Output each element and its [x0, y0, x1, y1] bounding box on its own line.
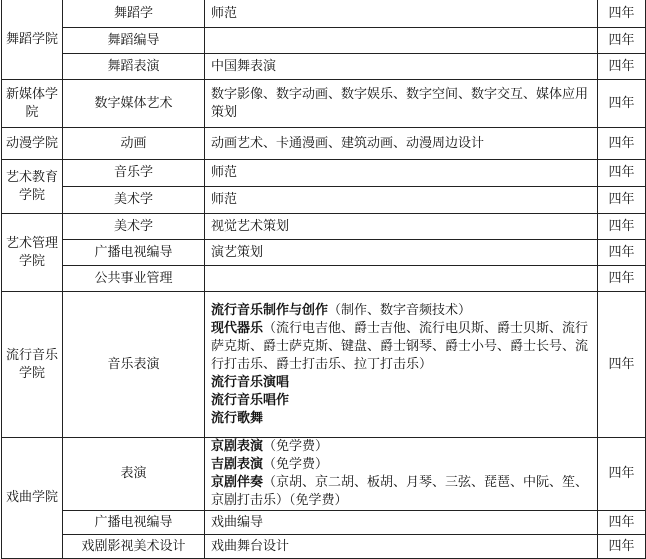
years-cell: 四年 [598, 214, 646, 240]
years-cell: 四年 [598, 128, 646, 160]
direction-bold: 流行音乐制作与创作 [211, 302, 329, 318]
direction-note: （免学费） [263, 439, 329, 454]
major-cell: 表演 [63, 438, 205, 511]
years-cell: 四年 [598, 292, 646, 438]
major-cell: 动画 [63, 128, 205, 160]
major-cell: 戏剧影视美术设计 [63, 535, 205, 559]
direction-line [211, 410, 593, 428]
major-cell: 舞蹈表演 [63, 54, 205, 80]
direction-note: （免学费） [263, 457, 329, 472]
major-cell: 美术学 [63, 214, 205, 240]
direction-bold: 现代器乐 [211, 320, 264, 336]
years-cell: 四年 [598, 240, 646, 266]
direction-note: （流行电吉他、爵士吉他、流行电贝斯、爵士贝斯、流行萨克斯、爵士萨克斯、键盘、爵士钢琴、爵士小号、爵士长号、流行打击乐、爵士打击乐、拉丁打击乐） [211, 320, 589, 372]
major-cell: 广播电视编导 [63, 240, 205, 266]
college-cell: 动漫学院 [2, 128, 63, 160]
table-row [2, 266, 646, 292]
table-row [2, 28, 646, 54]
direction-cell: 动画艺术、卡通漫画、建筑动画、动漫周边设计 [205, 128, 598, 160]
direction-cell: 中国舞表演 [205, 54, 598, 80]
direction-line [211, 456, 593, 474]
years-cell: 四年 [598, 54, 646, 80]
direction-bold: 流行音乐唱作 [211, 392, 290, 408]
direction-cell [205, 438, 598, 511]
years-cell: 四年 [598, 0, 646, 28]
direction-line [211, 474, 593, 510]
direction-note: （制作、数字音频技术） [328, 302, 472, 318]
direction-note: （京胡、京二胡、板胡、月琴、三弦、琵琶、中阮、笙、京剧打击乐）（免学费） [211, 475, 589, 508]
major-cell: 数字媒体艺术 [63, 80, 205, 128]
table-row [2, 160, 646, 187]
table-row [2, 0, 646, 28]
major-cell: 公共事业管理 [63, 266, 205, 292]
major-cell: 美术学 [63, 187, 205, 214]
college-cell: 舞蹈学院 [2, 0, 63, 80]
college-cell: 艺术管理学院 [2, 214, 63, 292]
major-cell: 音乐表演 [63, 292, 205, 438]
direction-cell: 师范 [205, 160, 598, 187]
college-cell: 新媒体学院 [2, 80, 63, 128]
direction-line [211, 374, 593, 392]
direction-line [211, 438, 593, 456]
majors-table [1, 0, 646, 559]
table-row [2, 438, 646, 511]
years-cell: 四年 [598, 28, 646, 54]
college-cell: 艺术教育学院 [2, 160, 63, 214]
years-cell: 四年 [598, 438, 646, 511]
table-row [2, 128, 646, 160]
direction-line [211, 302, 593, 320]
direction-cell: 戏曲舞台设计 [205, 535, 598, 559]
direction-bold: 流行歌舞 [211, 410, 264, 426]
table-row [2, 240, 646, 266]
direction-cell [205, 292, 598, 438]
direction-line [211, 320, 593, 374]
years-cell: 四年 [598, 266, 646, 292]
table-row [2, 511, 646, 535]
college-cell: 流行音乐学院 [2, 292, 63, 438]
direction-cell: 师范 [205, 187, 598, 214]
major-cell: 音乐学 [63, 160, 205, 187]
table-row [2, 292, 646, 438]
direction-bold: 吉剧表演 [211, 457, 264, 472]
major-cell: 舞蹈学 [63, 0, 205, 28]
direction-cell: 视觉艺术策划 [205, 214, 598, 240]
direction-bold: 京剧伴奏 [211, 475, 264, 490]
college-cell: 戏曲学院 [2, 438, 63, 559]
direction-cell [205, 28, 598, 54]
major-cell: 舞蹈编导 [63, 28, 205, 54]
table-row [2, 214, 646, 240]
direction-line [211, 392, 593, 410]
direction-cell: 师范 [205, 0, 598, 28]
table-row [2, 187, 646, 214]
majors-table-container [1, 0, 645, 559]
direction-cell [205, 266, 598, 292]
years-cell: 四年 [598, 160, 646, 187]
direction-cell: 戏曲编导 [205, 511, 598, 535]
years-cell: 四年 [598, 187, 646, 214]
direction-cell: 演艺策划 [205, 240, 598, 266]
direction-cell: 数字影像、数字动画、数字娱乐、数字空间、数字交互、媒体应用策划 [205, 80, 598, 128]
direction-bold: 流行音乐演唱 [211, 374, 290, 390]
major-cell: 广播电视编导 [63, 511, 205, 535]
years-cell: 四年 [598, 511, 646, 535]
direction-bold: 京剧表演 [211, 439, 264, 454]
years-cell: 四年 [598, 80, 646, 128]
years-cell: 四年 [598, 535, 646, 559]
table-row [2, 80, 646, 128]
table-row [2, 54, 646, 80]
